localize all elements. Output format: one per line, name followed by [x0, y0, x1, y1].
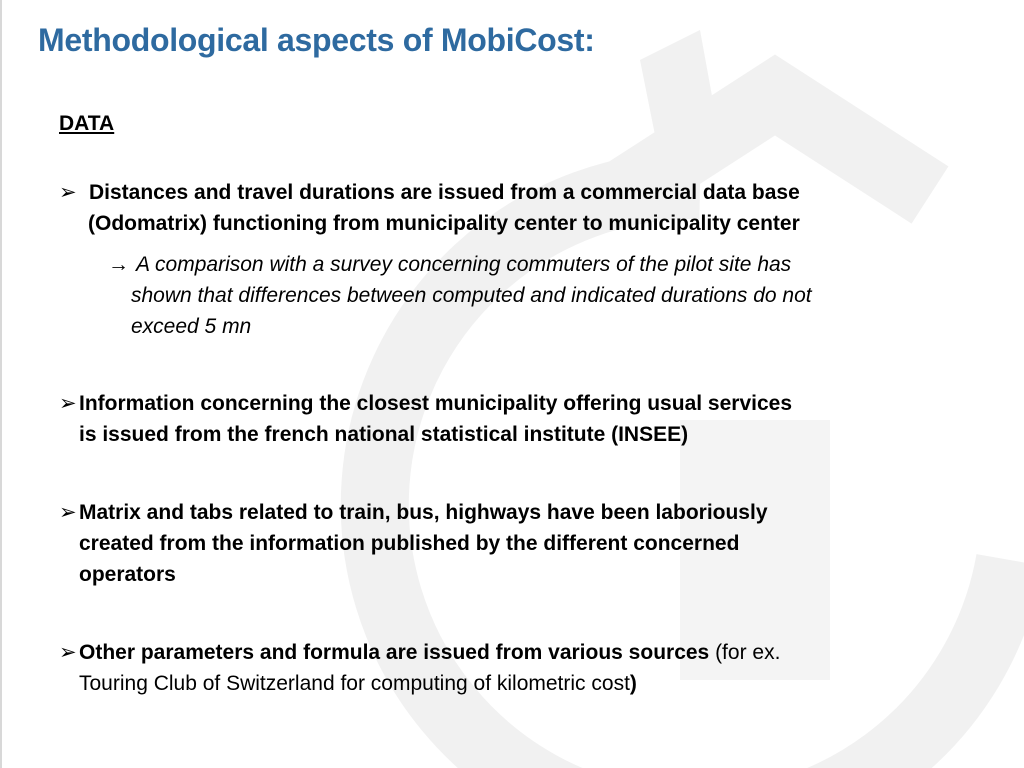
section-heading: DATA — [59, 112, 115, 135]
bullet-text-line: operators — [79, 563, 176, 586]
bullet-text-line: Touring Club of Switzerland for computing of kilometric cost) — [79, 672, 637, 695]
right-arrow-icon: → — [108, 253, 129, 276]
sub-point-line: exceed 5 mn — [131, 315, 252, 338]
bullet-item — [59, 497, 999, 590]
bullet-text-line: Information concerning the closest municipality offering usual services — [79, 392, 792, 415]
sub-point-line: shown that differences between computed and indicated durations do not — [131, 284, 812, 307]
bullet-text-line: created from the information published by the different concerned — [79, 532, 740, 555]
bullet-item — [59, 177, 999, 239]
bullet-text-line: Distances and travel durations are issued from a commercial data base — [89, 181, 800, 204]
bullet-text-line: (Odomatrix) functioning from municipality center to municipality center — [88, 212, 800, 235]
bullet-text-line: Other parameters and formula are issued from various sources (for ex. — [79, 641, 781, 664]
bullet-arrow-icon: ➢ — [59, 641, 77, 664]
bullet-arrow-icon: ➢ — [59, 181, 77, 204]
bullet-arrow-icon: ➢ — [59, 392, 77, 415]
bullet-arrow-icon: ➢ — [59, 501, 77, 524]
sub-point-line: A comparison with a survey concerning commuters of the pilot site has — [136, 253, 792, 276]
bullet-text-line: is issued from the french national statistical institute (INSEE) — [79, 423, 689, 446]
bullet-text-line: Matrix and tabs related to train, bus, highways have been laboriously — [79, 501, 768, 524]
sub-point — [108, 249, 988, 342]
bullet-item — [59, 388, 999, 450]
bullet-item — [59, 637, 999, 699]
slide-title: Methodological aspects of MobiCost: — [38, 22, 595, 58]
